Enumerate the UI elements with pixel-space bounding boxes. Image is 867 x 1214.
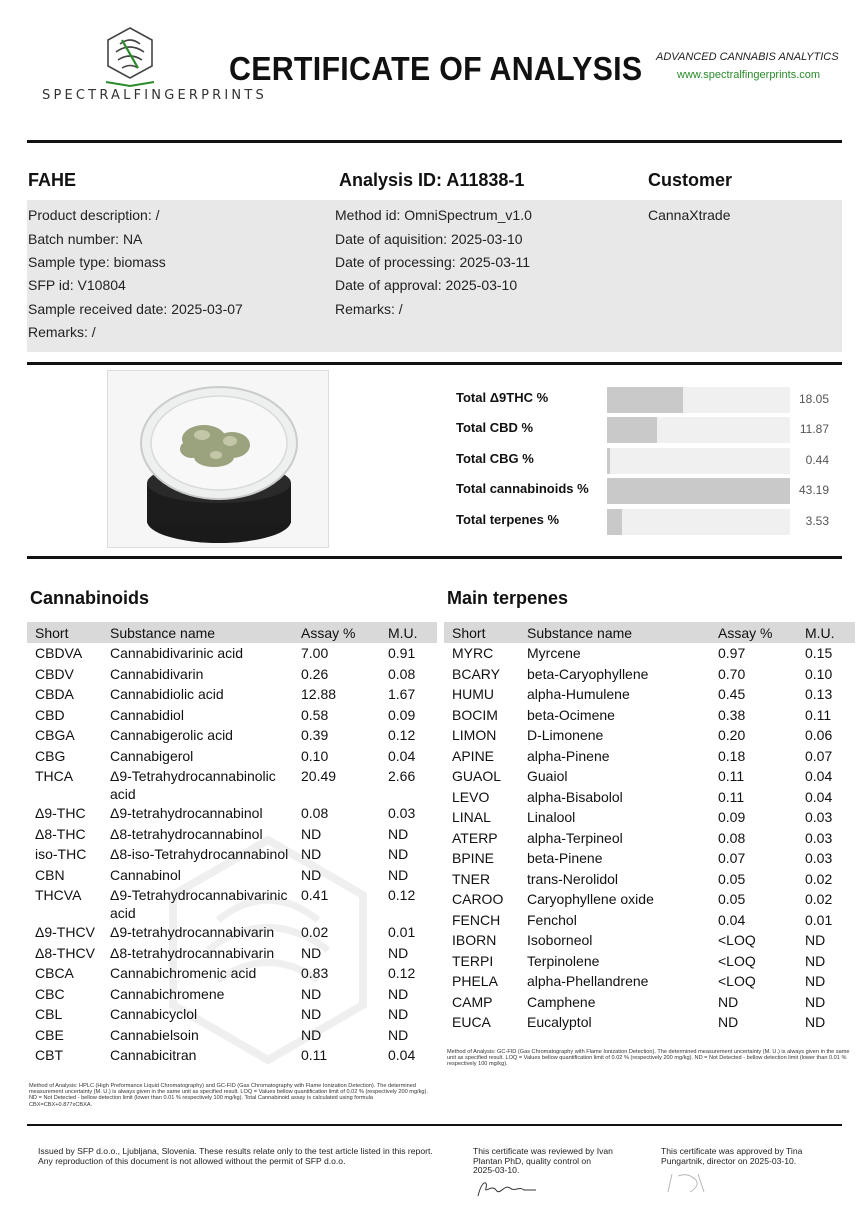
table-row bbox=[27, 1004, 437, 1025]
cell-mu: ND bbox=[388, 944, 409, 961]
customer-heading: Customer bbox=[648, 170, 733, 190]
cell-short: CBD bbox=[35, 706, 65, 723]
cell-substance: Linalool bbox=[527, 809, 576, 825]
cell-mu: 0.15 bbox=[805, 645, 833, 661]
cell-short: ATERP bbox=[452, 829, 498, 846]
total-label: Total CBD % bbox=[456, 420, 534, 435]
table-row bbox=[27, 766, 437, 803]
table-row bbox=[444, 1012, 855, 1033]
cell-substance: alpha-Pinene bbox=[527, 747, 610, 764]
cell-short: TERPI bbox=[452, 952, 494, 969]
cell-substance: Eucalyptol bbox=[527, 1014, 592, 1030]
cell-short: FENCH bbox=[452, 911, 501, 928]
cell-assay: 0.09 bbox=[718, 809, 746, 825]
cell-short: CBCA bbox=[35, 965, 74, 981]
cell-mu: 0.12 bbox=[388, 887, 416, 903]
cell-assay: 12.88 bbox=[301, 686, 337, 702]
cell-substance: Fenchol bbox=[527, 911, 577, 928]
cell-substance: Δ9-Tetrahydrocannabinolic acid bbox=[110, 768, 276, 802]
cell-assay: ND bbox=[301, 985, 322, 1002]
cell-mu: ND bbox=[388, 985, 409, 1002]
cell-mu: 0.10 bbox=[805, 665, 833, 682]
cell-mu: 0.09 bbox=[388, 706, 416, 723]
column-header-mu: M.U. bbox=[797, 622, 855, 643]
cell-short: iso-THC bbox=[35, 846, 87, 862]
total-value: 0.44 bbox=[805, 453, 829, 467]
total-bar-track bbox=[607, 478, 790, 504]
cell-short: BOCIM bbox=[452, 706, 498, 723]
cell-assay: 0.38 bbox=[718, 706, 746, 723]
table-row bbox=[27, 705, 437, 726]
cell-assay: 0.83 bbox=[301, 965, 329, 981]
cell-assay: ND bbox=[301, 825, 322, 842]
table-row bbox=[27, 963, 437, 984]
cell-substance: Cannabidiol bbox=[110, 706, 184, 723]
cell-substance: Cannabielsoin bbox=[110, 1026, 199, 1043]
sfp-id: SFP id: V10804 bbox=[28, 277, 126, 293]
cell-substance: Δ9-tetrahydrocannabivarin bbox=[110, 924, 275, 940]
column-header-substance: Substance name bbox=[519, 622, 710, 643]
product-description: Product description: / bbox=[28, 207, 160, 223]
table-row bbox=[27, 1045, 437, 1066]
table-row bbox=[444, 869, 855, 890]
cell-substance: beta-Pinene bbox=[527, 850, 603, 866]
cell-substance: Δ8-iso-Tetrahydrocannabinol bbox=[110, 846, 289, 862]
cell-mu: ND bbox=[805, 932, 826, 948]
terpenes-table bbox=[444, 622, 855, 1033]
total-value: 11.87 bbox=[799, 422, 829, 436]
cell-short: GUAOL bbox=[452, 768, 502, 784]
cell-substance: Cannabicyclol bbox=[110, 1006, 198, 1022]
cell-assay: ND bbox=[718, 993, 739, 1010]
cell-assay: 0.70 bbox=[718, 665, 746, 682]
approver-signature bbox=[664, 1170, 710, 1196]
table-row bbox=[444, 828, 855, 849]
cell-substance: Cannabicitran bbox=[110, 1047, 197, 1063]
table-row bbox=[444, 889, 855, 910]
cell-assay: 0.41 bbox=[301, 887, 329, 903]
cell-assay: 20.49 bbox=[301, 768, 337, 784]
total-bar bbox=[607, 509, 622, 535]
table-row bbox=[27, 664, 437, 685]
cell-mu: 0.02 bbox=[805, 891, 833, 907]
table-row bbox=[27, 984, 437, 1005]
total-value: 18.05 bbox=[798, 392, 829, 406]
cell-assay: 0.05 bbox=[718, 870, 746, 887]
cell-mu: 0.03 bbox=[805, 850, 833, 866]
cell-short: CAROO bbox=[452, 891, 504, 907]
cell-short: CBL bbox=[35, 1006, 63, 1022]
cell-short: Δ9-THC bbox=[35, 805, 86, 821]
cell-short: HUMU bbox=[452, 686, 494, 702]
cell-short: CBE bbox=[35, 1026, 64, 1043]
table-row bbox=[444, 971, 855, 992]
table-row bbox=[444, 930, 855, 951]
cell-short: Δ8-THCV bbox=[35, 944, 95, 961]
total-bar-track bbox=[607, 509, 790, 535]
table-row bbox=[27, 844, 437, 865]
cell-short: LIMON bbox=[452, 727, 497, 743]
cell-mu: 0.06 bbox=[805, 727, 833, 743]
cell-mu: 0.12 bbox=[388, 727, 416, 743]
cell-assay: ND bbox=[718, 1014, 739, 1030]
cell-substance: Caryophyllene oxide bbox=[527, 891, 654, 907]
table-row bbox=[27, 725, 437, 746]
cell-mu: ND bbox=[805, 993, 826, 1010]
logo-wordmark: SPECTRALFINGERPRINTS bbox=[42, 88, 267, 103]
column-header-short: Short bbox=[27, 622, 102, 643]
sample-remarks: Remarks: / bbox=[28, 324, 96, 340]
cell-mu: 0.02 bbox=[805, 870, 833, 887]
cell-substance: Δ9-Tetrahydrocannabivarinic acid bbox=[110, 887, 288, 921]
cell-assay: ND bbox=[301, 1026, 322, 1043]
terpenes-heading: Main terpenes bbox=[447, 588, 569, 608]
cell-substance: Camphene bbox=[527, 993, 596, 1010]
cell-mu: 2.66 bbox=[388, 768, 416, 784]
date-of-processing: Date of processing: 2025-03-11 bbox=[335, 254, 531, 270]
cell-assay: 0.08 bbox=[718, 829, 746, 846]
cell-substance: Cannabichromenic acid bbox=[110, 965, 257, 981]
cell-short: CBDVA bbox=[35, 645, 83, 661]
cell-assay: 0.20 bbox=[718, 727, 746, 743]
table-row bbox=[444, 766, 855, 787]
cell-substance: Cannabigerolic acid bbox=[110, 727, 233, 743]
total-bar-track bbox=[607, 448, 790, 474]
cell-mu: 0.03 bbox=[388, 805, 416, 821]
cell-assay: 0.26 bbox=[301, 665, 329, 682]
cell-substance: Cannabigerol bbox=[110, 747, 194, 764]
table-row bbox=[444, 951, 855, 972]
cell-short: APINE bbox=[452, 747, 495, 764]
cell-assay: 0.45 bbox=[718, 686, 746, 702]
table-row bbox=[444, 848, 855, 869]
total-value: 43.19 bbox=[798, 483, 829, 497]
cell-short: TNER bbox=[452, 870, 491, 887]
cell-mu: ND bbox=[805, 973, 826, 989]
cell-assay: 0.07 bbox=[718, 850, 746, 866]
cell-short: PHELA bbox=[452, 973, 498, 989]
cell-substance: Myrcene bbox=[527, 645, 581, 661]
cell-short: THCVA bbox=[35, 887, 82, 903]
cell-short: EUCA bbox=[452, 1014, 491, 1030]
cell-substance: Cannabinol bbox=[110, 866, 181, 883]
total-label: Total terpenes % bbox=[456, 512, 560, 527]
totals-divider bbox=[27, 556, 842, 559]
cell-mu: 1.67 bbox=[388, 686, 416, 702]
cell-short: LEVO bbox=[452, 788, 490, 805]
cell-mu: ND bbox=[388, 866, 409, 883]
cell-assay: 7.00 bbox=[301, 645, 329, 661]
batch-number: Batch number: NA bbox=[28, 231, 143, 247]
cell-substance: Cannabidiolic acid bbox=[110, 686, 224, 702]
cell-assay: 0.58 bbox=[301, 706, 329, 723]
cell-substance: Δ8-tetrahydrocannabinol bbox=[110, 825, 263, 842]
cell-assay: 0.08 bbox=[301, 805, 329, 821]
column-header-mu: M.U. bbox=[380, 622, 437, 643]
cell-assay: 0.10 bbox=[301, 747, 329, 764]
cell-mu: ND bbox=[805, 952, 826, 969]
cell-substance: Isoborneol bbox=[527, 932, 593, 948]
column-header-assay: Assay % bbox=[710, 622, 797, 643]
cell-mu: 0.12 bbox=[388, 965, 416, 981]
cell-substance: Cannabidivarin bbox=[110, 665, 204, 682]
cell-mu: 0.11 bbox=[805, 706, 832, 723]
cell-assay: ND bbox=[301, 846, 322, 862]
cell-mu: ND bbox=[388, 1026, 409, 1043]
customer-name: CannaXtrade bbox=[648, 207, 731, 223]
info-divider bbox=[27, 362, 842, 365]
cell-assay: 0.04 bbox=[718, 911, 746, 928]
table-row bbox=[27, 746, 437, 767]
cell-short: CAMP bbox=[452, 993, 493, 1010]
cell-short: CBGA bbox=[35, 727, 75, 743]
company-website[interactable]: www.spectralfingerprints.com bbox=[677, 69, 821, 81]
table-row bbox=[444, 664, 855, 685]
table-row bbox=[444, 746, 855, 767]
date-of-acquisition: Date of aquisition: 2025-03-10 bbox=[335, 231, 523, 247]
cell-substance: Δ8-tetrahydrocannabivarin bbox=[110, 944, 275, 961]
cell-assay: ND bbox=[301, 866, 322, 883]
method-id: Method id: OmniSpectrum_v1.0 bbox=[335, 207, 532, 223]
cell-mu: 0.04 bbox=[388, 747, 416, 764]
cell-mu: ND bbox=[388, 825, 409, 842]
column-header-assay: Assay % bbox=[293, 622, 380, 643]
total-bar bbox=[607, 387, 683, 413]
table-row bbox=[444, 992, 855, 1013]
cell-assay: 0.18 bbox=[718, 747, 746, 764]
total-bar bbox=[607, 478, 790, 504]
cell-assay: 0.05 bbox=[718, 891, 746, 907]
date-of-approval: Date of approval: 2025-03-10 bbox=[335, 277, 518, 293]
cell-mu: 0.03 bbox=[805, 809, 833, 825]
cell-short: CBDV bbox=[35, 665, 74, 682]
table-row bbox=[27, 643, 437, 664]
total-bar-track bbox=[607, 387, 790, 413]
cell-substance: alpha-Bisabolol bbox=[527, 788, 623, 805]
sample-name: FAHE bbox=[28, 170, 77, 190]
cell-mu: 0.91 bbox=[388, 645, 416, 661]
total-bar bbox=[607, 417, 657, 443]
analysis-remarks: Remarks: / bbox=[335, 301, 403, 317]
cell-mu: 0.13 bbox=[805, 686, 833, 702]
cell-assay: ND bbox=[301, 1006, 322, 1022]
cell-assay: 0.39 bbox=[301, 727, 329, 743]
cell-mu: 0.01 bbox=[388, 924, 416, 940]
cell-short: BPINE bbox=[452, 850, 495, 866]
cell-assay: 0.11 bbox=[301, 1047, 328, 1063]
cell-substance: trans-Nerolidol bbox=[527, 870, 619, 887]
cell-mu: 0.04 bbox=[805, 788, 833, 805]
cell-assay: <LOQ bbox=[718, 973, 756, 989]
cell-mu: ND bbox=[388, 846, 409, 862]
cell-substance: Δ9-tetrahydrocannabinol bbox=[110, 805, 263, 821]
table-row bbox=[27, 824, 437, 845]
cell-substance: Guaiol bbox=[527, 768, 568, 784]
cell-assay: 0.97 bbox=[718, 645, 746, 661]
cell-assay: 0.11 bbox=[718, 788, 745, 805]
table-row bbox=[27, 684, 437, 705]
sample-type: Sample type: biomass bbox=[28, 254, 166, 270]
reviewer-signature bbox=[474, 1178, 540, 1200]
cell-short: Δ8-THC bbox=[35, 825, 86, 842]
cell-short: IBORN bbox=[452, 932, 497, 948]
cell-short: Δ9-THCV bbox=[35, 924, 95, 940]
cell-mu: ND bbox=[805, 1014, 826, 1030]
column-header-substance: Substance name bbox=[102, 622, 293, 643]
reviewer-statement: This certificate was reviewed by Ivan Plantan PhD, quality control on 2025-03-10. bbox=[473, 1146, 613, 1176]
cannabinoids-table bbox=[27, 622, 437, 1066]
cell-mu: 0.03 bbox=[805, 829, 833, 846]
column-header-short: Short bbox=[444, 622, 519, 643]
cell-assay: 0.11 bbox=[718, 768, 745, 784]
cell-short: CBDA bbox=[35, 686, 74, 702]
table-row bbox=[27, 885, 437, 922]
analysis-id: Analysis ID: A11838-1 bbox=[339, 170, 525, 190]
cell-assay: 0.02 bbox=[301, 924, 329, 940]
total-bar bbox=[607, 448, 610, 474]
table-row bbox=[444, 705, 855, 726]
cell-substance: alpha-Terpineol bbox=[527, 829, 623, 846]
cell-short: CBG bbox=[35, 747, 66, 764]
cell-mu: 0.07 bbox=[805, 747, 833, 764]
total-label: Total CBG % bbox=[456, 451, 534, 466]
table-row bbox=[444, 725, 855, 746]
approver-statement: This certificate was approved by Tina Pungartnik, director on 2025-03-10. bbox=[661, 1146, 803, 1166]
cell-assay: ND bbox=[301, 944, 322, 961]
cell-short: CBN bbox=[35, 866, 65, 883]
cell-substance: beta-Ocimene bbox=[527, 706, 615, 723]
table-row bbox=[27, 803, 437, 824]
cell-short: CBC bbox=[35, 985, 65, 1002]
cell-mu: 0.04 bbox=[388, 1047, 416, 1063]
sample-received-date: Sample received date: 2025-03-07 bbox=[28, 301, 243, 317]
top-divider bbox=[27, 140, 842, 143]
table-row bbox=[27, 943, 437, 964]
footer-divider bbox=[27, 1124, 842, 1126]
cell-short: BCARY bbox=[452, 665, 500, 682]
cell-short: MYRC bbox=[452, 645, 494, 661]
table-row bbox=[27, 865, 437, 886]
cell-substance: Cannabichromene bbox=[110, 985, 225, 1002]
cell-mu: 0.08 bbox=[388, 665, 416, 682]
total-label: Total Δ9THC % bbox=[456, 390, 549, 405]
table-row bbox=[444, 910, 855, 931]
cell-substance: alpha-Phellandrene bbox=[527, 973, 649, 989]
table-row bbox=[444, 643, 855, 664]
cell-assay: <LOQ bbox=[718, 952, 756, 969]
cell-short: CBT bbox=[35, 1047, 63, 1063]
total-value: 3.53 bbox=[805, 514, 829, 528]
cell-mu: 0.01 bbox=[805, 911, 833, 928]
sample-photo bbox=[107, 370, 329, 548]
issuer-statement: Issued by SFP d.o.o., Ljubljana, Slovenia. These results relate only to the test article listed in this report. Any reproduction of this document is not allowed without the permit of SFP d.o.o. bbox=[38, 1146, 433, 1166]
table-row bbox=[444, 684, 855, 705]
cannabinoids-method-note: Method of Analysis: HPLC (High Preformance Liquid Chromatography) and GC-FID (Gas Chromatography with Flame Ionization Detection). The determined measurement uncertainty (M. U.) is always given in the same unit as specified result. LOQ = Values bellow quantification limit of 0.02 % (respectively 200 mg/kg). ND = Not Detected - bellow detection limit (lower than 0.01 % respectively 100 mg/kg). Total Cannabinoid assay is calculated using formula CBX=CBX+0.877xCBXA. bbox=[29, 1083, 428, 1108]
company-name: ADVANCED CANNABIS ANALYTICS bbox=[656, 51, 839, 63]
cell-substance: Cannabidivarinic acid bbox=[110, 645, 244, 661]
table-row bbox=[444, 807, 855, 828]
table-row bbox=[444, 787, 855, 808]
cell-substance: Terpinolene bbox=[527, 952, 600, 969]
table-row bbox=[27, 1025, 437, 1046]
cell-mu: ND bbox=[388, 1006, 409, 1022]
cannabinoids-heading: Cannabinoids bbox=[30, 588, 150, 608]
cell-assay: <LOQ bbox=[718, 932, 756, 948]
document-title: CERTIFICATE OF ANALYSIS bbox=[229, 50, 643, 87]
total-bar-track bbox=[607, 417, 790, 443]
cell-substance: D-Limonene bbox=[527, 727, 604, 743]
terpenes-method-note: Method of Analysis: GC-FID (Gas Chromatography with Flame Ionization Detection). The determined measurement uncertainty (M. U.) is always given in the same unit as specified result. LOQ = Values bellow quantification limit of 0.02 % (respectively 200 mg/kg). ND = Not Detected - bellow detection limit (lower than 0.01 % respectively 100 mg/kg). bbox=[447, 1049, 850, 1068]
cell-short: LINAL bbox=[452, 809, 491, 825]
cell-mu: 0.04 bbox=[805, 768, 833, 784]
cell-substance: beta-Caryophyllene bbox=[527, 665, 649, 682]
cell-short: THCA bbox=[35, 768, 74, 784]
cell-substance: alpha-Humulene bbox=[527, 686, 630, 702]
total-label: Total cannabinoids % bbox=[456, 481, 589, 496]
table-row bbox=[27, 922, 437, 943]
